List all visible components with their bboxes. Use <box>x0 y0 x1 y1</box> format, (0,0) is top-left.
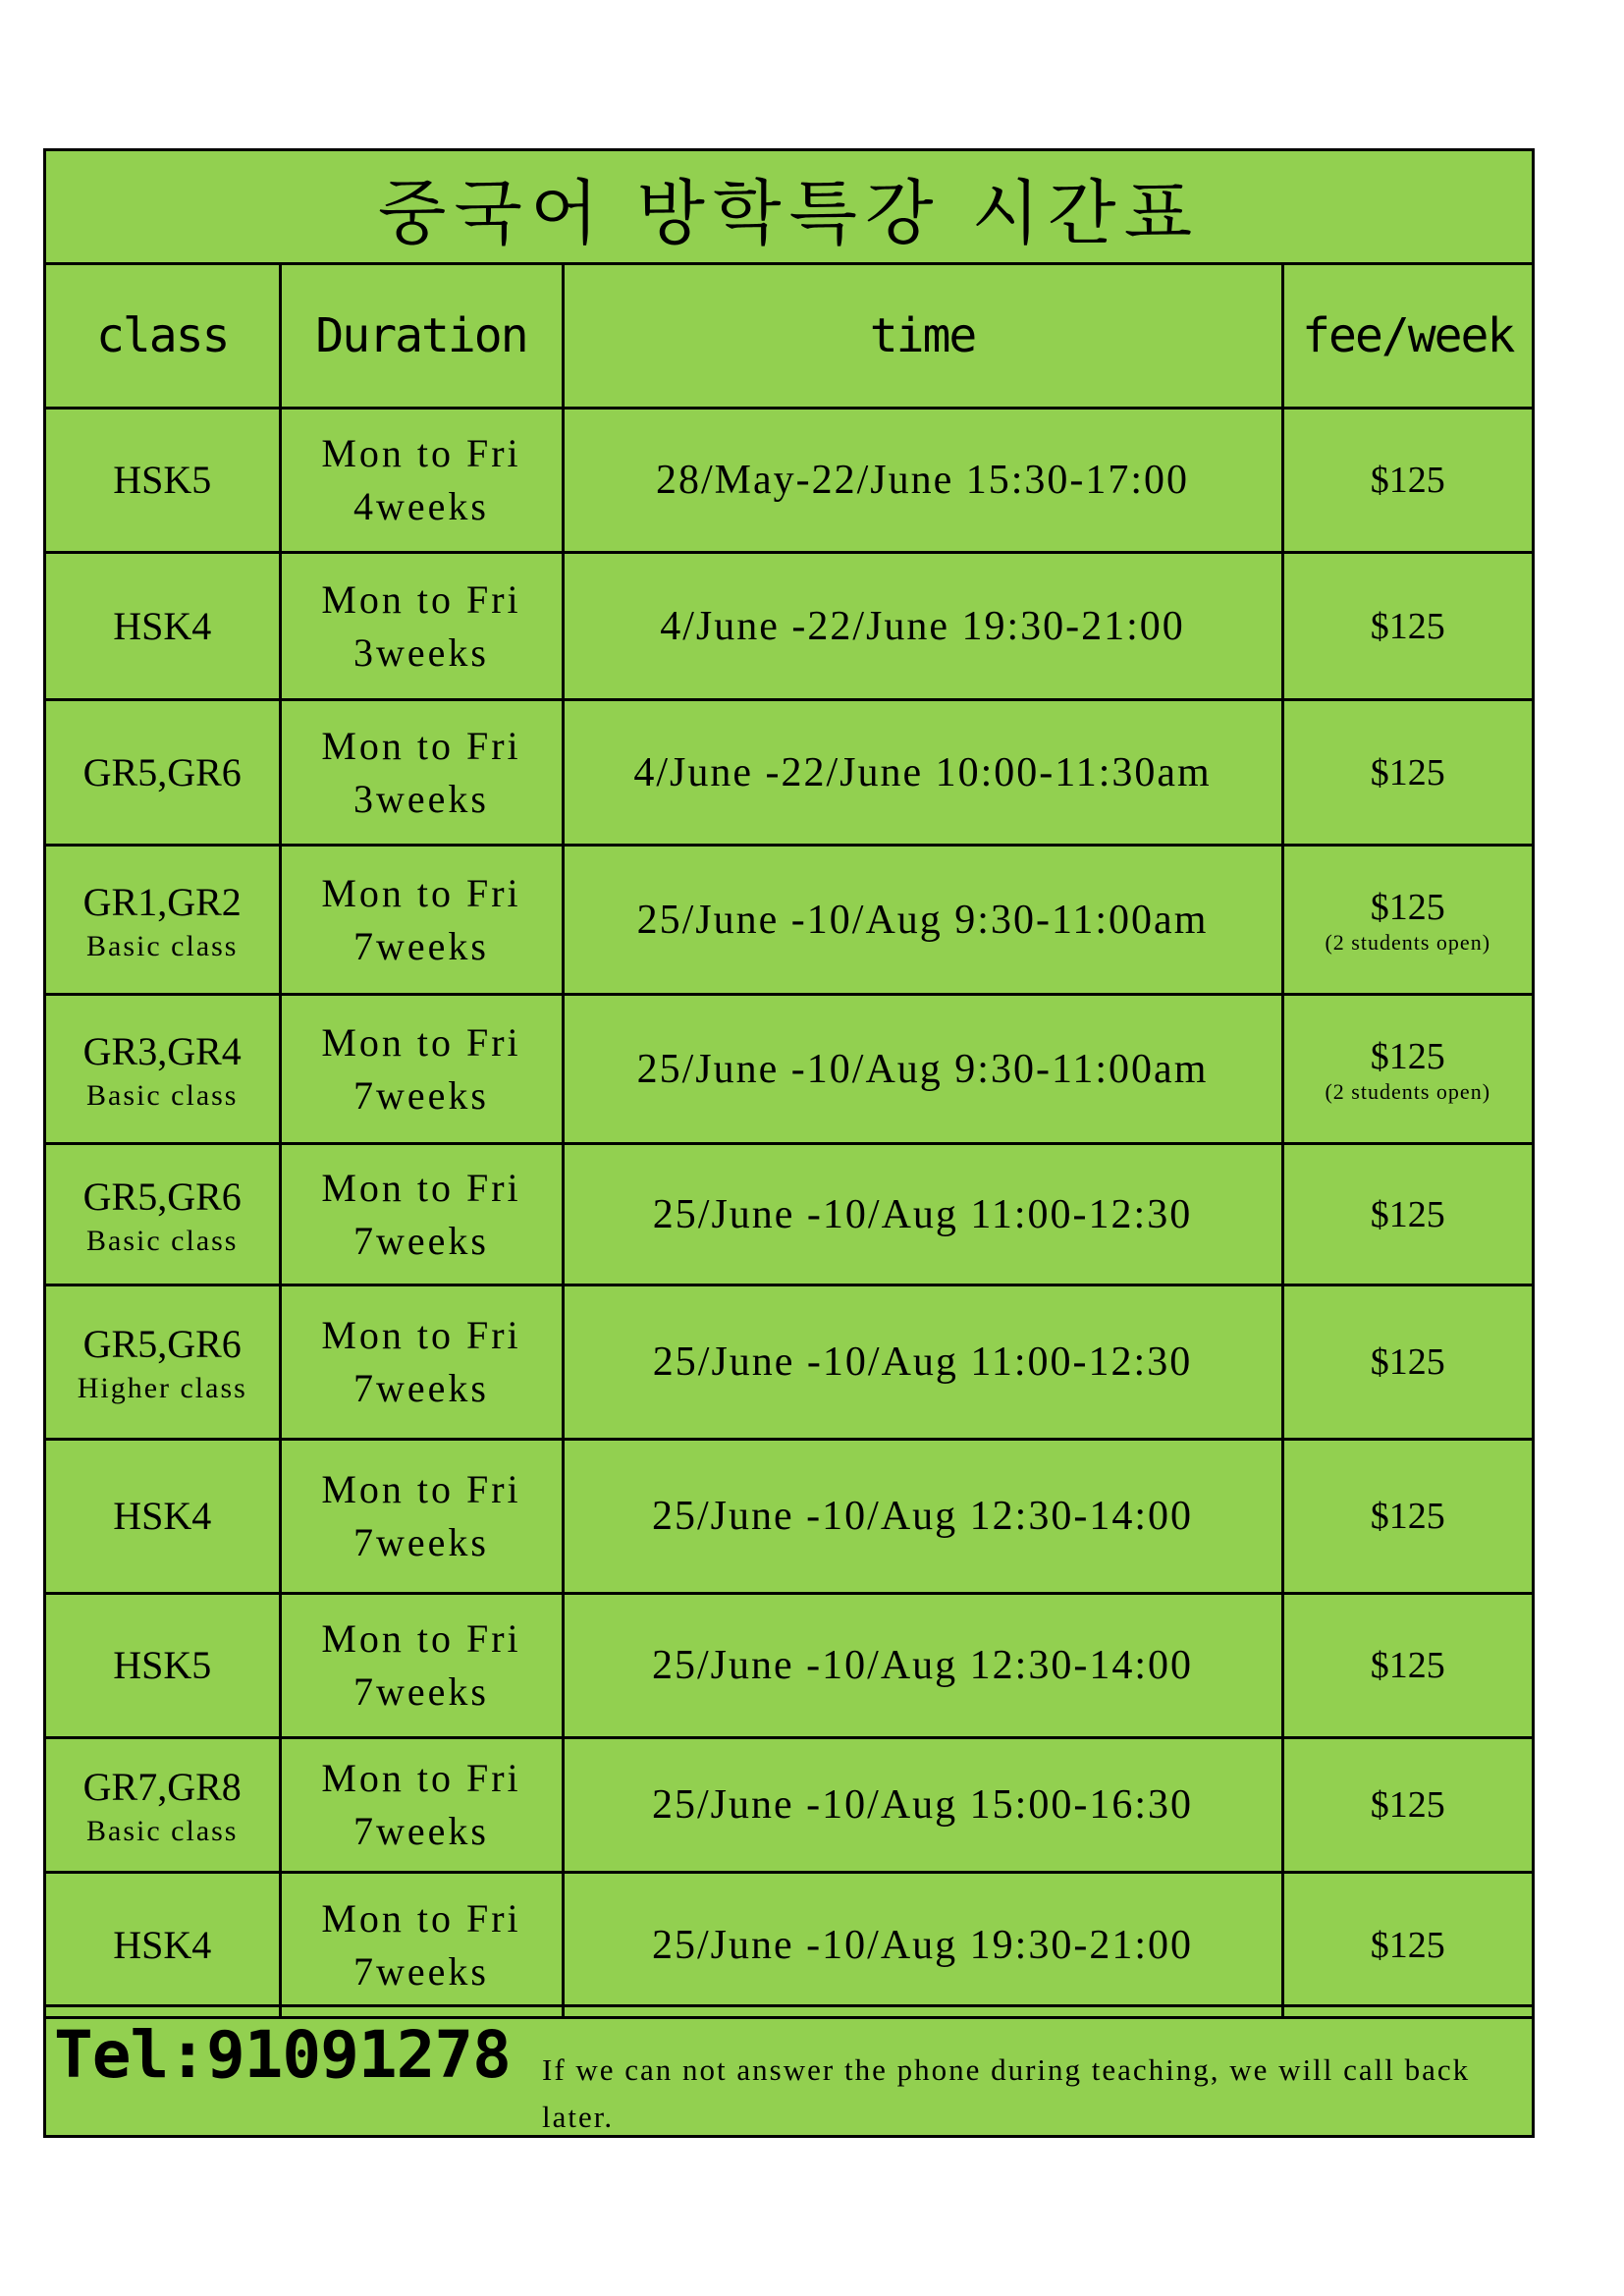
fee-cell <box>1282 553 1532 700</box>
duration-cell <box>280 1738 563 1873</box>
duration-cell <box>280 700 563 846</box>
duration-days: Mon to Fri <box>321 1616 521 1661</box>
table-row <box>46 1873 1532 2018</box>
fee-amount: $125 <box>1370 605 1445 647</box>
class-name: HSK5 <box>113 1643 212 1687</box>
fee-note: (2 students open) <box>1325 929 1491 955</box>
duration-cell <box>280 1285 563 1440</box>
time-cell <box>563 409 1282 553</box>
fee-cell <box>1282 1594 1532 1738</box>
fee-amount: $125 <box>1370 1924 1445 1966</box>
time-cell <box>563 700 1282 846</box>
phone-number: Tel:91091278 <box>54 2017 511 2093</box>
class-cell <box>46 700 280 846</box>
class-cell <box>46 1594 280 1738</box>
fee-amount: $125 <box>1370 1341 1445 1383</box>
class-cell <box>46 1738 280 1873</box>
table-row <box>46 700 1532 846</box>
fee-cell <box>1282 1144 1532 1285</box>
duration-weeks: 7weeks <box>353 1948 489 1994</box>
page-title: 중국어 방학특강 시간표 <box>377 171 1201 254</box>
time-cell <box>563 1873 1282 2018</box>
duration-days: Mon to Fri <box>321 1895 521 1941</box>
time-range: 25/June -10/Aug 9:30-11:00am <box>636 1046 1209 1092</box>
class-level: Basic class <box>86 1815 239 1847</box>
time-range: 25/June -10/Aug 11:00-12:30 <box>652 1191 1193 1237</box>
duration-cell <box>280 1440 563 1594</box>
duration-weeks: 3weeks <box>353 629 489 675</box>
fee-amount: $125 <box>1370 460 1445 501</box>
time-range: 25/June -10/Aug 12:30-14:00 <box>652 1643 1193 1688</box>
time-cell <box>563 846 1282 995</box>
duration-weeks: 3weeks <box>353 776 489 821</box>
header-time: time <box>563 264 1282 409</box>
class-name: HSK4 <box>113 1494 212 1538</box>
time-cell <box>563 553 1282 700</box>
class-cell <box>46 995 280 1144</box>
table-row <box>46 1285 1532 1440</box>
fee-cell <box>1282 1285 1532 1440</box>
time-cell <box>563 1594 1282 1738</box>
duration-cell <box>280 995 563 1144</box>
duration-days: Mon to Fri <box>321 1019 521 1065</box>
class-cell <box>46 1285 280 1440</box>
class-cell <box>46 409 280 553</box>
schedule-table <box>46 262 1532 2019</box>
table-row <box>46 995 1532 1144</box>
duration-days: Mon to Fri <box>321 723 521 768</box>
fee-amount: $125 <box>1370 886 1445 928</box>
time-range: 4/June -22/June 10:00-11:30am <box>633 749 1212 795</box>
class-level: Basic class <box>86 929 239 962</box>
duration-days: Mon to Fri <box>321 576 521 622</box>
duration-days: Mon to Fri <box>321 431 521 475</box>
duration-cell <box>280 1594 563 1738</box>
fee-cell <box>1282 1440 1532 1594</box>
duration-weeks: 7weeks <box>353 1366 489 1410</box>
class-level: Higher class <box>77 1372 247 1404</box>
duration-weeks: 7weeks <box>353 923 489 968</box>
fee-cell <box>1282 1873 1532 2018</box>
class-name: HSK5 <box>113 458 212 502</box>
fee-cell <box>1282 995 1532 1144</box>
table-row <box>46 409 1532 553</box>
table-row <box>46 1738 1532 1873</box>
header-fee: fee/week <box>1282 264 1532 409</box>
fee-amount: $125 <box>1370 1035 1445 1077</box>
duration-weeks: 7weeks <box>353 1072 489 1118</box>
header-row <box>46 264 1532 409</box>
time-range: 25/June -10/Aug 15:00-16:30 <box>652 1782 1193 1828</box>
footer <box>46 2004 1532 2135</box>
duration-weeks: 4weeks <box>353 484 489 528</box>
class-name: GR7,GR8 <box>82 1765 242 1809</box>
table-row <box>46 1144 1532 1285</box>
fee-amount: $125 <box>1370 1784 1445 1826</box>
duration-days: Mon to Fri <box>321 1467 521 1511</box>
schedule-rows <box>46 409 1532 2018</box>
fee-amount: $125 <box>1370 1645 1445 1686</box>
duration-cell <box>280 1873 563 2018</box>
class-cell <box>46 846 280 995</box>
duration-cell <box>280 409 563 553</box>
time-range: 28/May-22/June 15:30-17:00 <box>655 458 1190 503</box>
time-cell <box>563 1285 1282 1440</box>
time-range: 25/June -10/Aug 9:30-11:00am <box>636 897 1209 943</box>
duration-days: Mon to Fri <box>321 1313 521 1357</box>
header-duration: Duration <box>280 264 563 409</box>
fee-amount: $125 <box>1370 1496 1445 1537</box>
class-level: Basic class <box>86 1224 239 1257</box>
table-row <box>46 1594 1532 1738</box>
class-name: GR5,GR6 <box>82 1174 242 1219</box>
class-level: Basic class <box>86 1078 239 1112</box>
fee-note: (2 students open) <box>1325 1078 1491 1104</box>
class-cell <box>46 1440 280 1594</box>
time-range: 4/June -22/June 19:30-21:00 <box>660 603 1185 649</box>
fee-cell <box>1282 700 1532 846</box>
class-name: GR5,GR6 <box>82 1322 242 1366</box>
table-row <box>46 553 1532 700</box>
fee-cell <box>1282 409 1532 553</box>
duration-cell <box>280 1144 563 1285</box>
class-name: GR5,GR6 <box>82 749 242 794</box>
class-name: HSK4 <box>113 1922 212 1967</box>
time-cell <box>563 995 1282 1144</box>
time-cell <box>563 1440 1282 1594</box>
fee-amount: $125 <box>1370 751 1445 793</box>
class-name: HSK4 <box>113 603 212 648</box>
duration-weeks: 7weeks <box>353 1520 489 1564</box>
time-range: 25/June -10/Aug 11:00-12:30 <box>652 1339 1193 1385</box>
duration-days: Mon to Fri <box>321 1756 521 1800</box>
time-cell <box>563 1144 1282 1285</box>
class-cell <box>46 553 280 700</box>
duration-days: Mon to Fri <box>321 870 521 915</box>
fee-cell <box>1282 1738 1532 1873</box>
callback-note: If we can not answer the phone during teaching, we will call back later. <box>542 2052 1471 2134</box>
table-row <box>46 1440 1532 1594</box>
class-cell <box>46 1873 280 2018</box>
schedule-sheet <box>43 148 1535 2138</box>
duration-weeks: 7weeks <box>353 1218 489 1263</box>
fee-cell <box>1282 846 1532 995</box>
duration-weeks: 7weeks <box>353 1809 489 1853</box>
time-cell <box>563 1738 1282 1873</box>
duration-weeks: 7weeks <box>353 1669 489 1714</box>
header-class: class <box>46 264 280 409</box>
duration-cell <box>280 846 563 995</box>
duration-cell <box>280 553 563 700</box>
class-name: GR3,GR4 <box>82 1028 242 1073</box>
duration-days: Mon to Fri <box>321 1165 521 1210</box>
time-range: 25/June -10/Aug 19:30-21:00 <box>652 1922 1193 1968</box>
table-row <box>46 846 1532 995</box>
class-cell <box>46 1144 280 1285</box>
time-range: 25/June -10/Aug 12:30-14:00 <box>652 1494 1193 1539</box>
class-name: GR1,GR2 <box>82 879 242 924</box>
fee-amount: $125 <box>1370 1193 1445 1235</box>
